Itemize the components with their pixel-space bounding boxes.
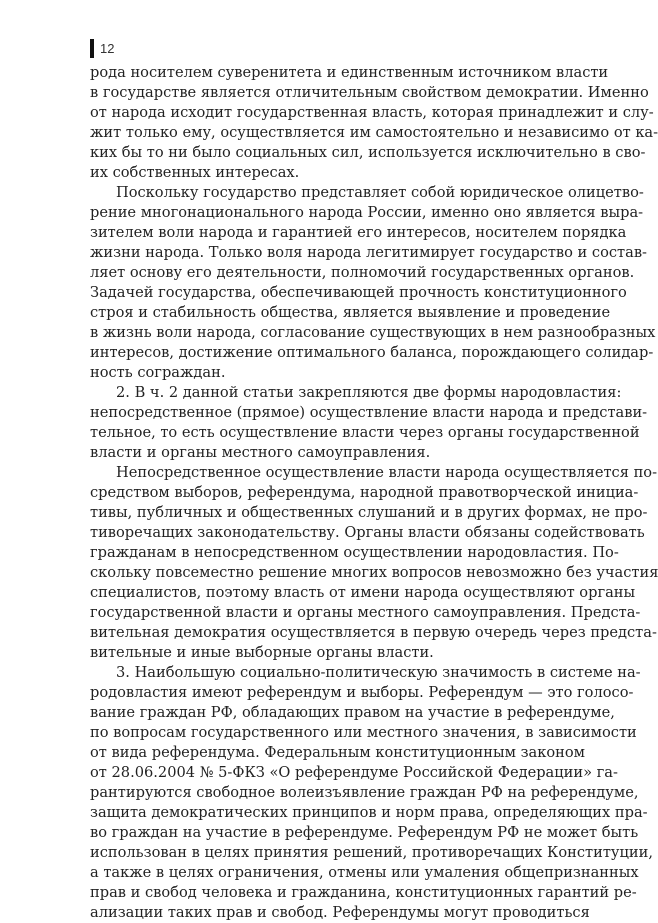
text-line: ких бы то ни было социальных сил, используется исключительно в сво- [90,144,646,161]
text-line: Поскольку государство представляет собой юридическое олицетво- [116,184,644,201]
text-line: 3. Наибольшую социально-политическую значимость в системе на- [116,664,641,681]
text-line: рода носителем суверенитета и единственным источником власти [90,64,609,81]
text-line: во граждан на участие в референдуме. Референдум РФ не может быть [90,824,639,841]
text-line: прав и свобод человека и гражданина, конституционных гарантий ре- [90,884,637,901]
text-line: тельное, то есть осуществление власти через органы государственной [90,424,640,441]
text-line: зителем воли народа и гарантией его интересов, носителем порядка [90,224,627,241]
text-line: Задачей государства, обеспечивающей прочность конституционного [90,284,627,301]
text-line: в жизнь воли народа, согласование существующих в нем разнообразных [90,324,656,341]
text-line: вание граждан РФ, обладающих правом на участие в референдуме, [90,704,615,721]
body-text [90,63,658,923]
paragraph [90,383,648,463]
paragraph [90,463,658,663]
page-number: 12 [100,40,115,56]
text-line: интересов, достижение оптимального баланса, порождающего солидар- [90,344,654,361]
text-line: специалистов, поэтому власть от имени народа осуществляют органы [90,584,636,601]
text-line: а также в целях ограничения, отмены или умаления общепризнанных [90,864,639,881]
text-line: их собственных интересах. [90,164,300,181]
text-line: от 28.06.2004 № 5-ФКЗ «О референдуме Российской Федерации» га- [90,764,618,781]
text-line: скольку повсеместно решение многих вопросов невозможно без участия [90,564,658,581]
text-line: строя и стабильность общества, является выявление и проведение [90,304,611,321]
text-line: от народа исходит государственная власть, которая принадлежит и слу- [90,104,654,121]
text-line: гражданам в непосредственном осуществлении народовластия. По- [90,544,619,561]
text-line: власти и органы местного самоуправления. [90,444,431,461]
text-line: 2. В ч. 2 данной статьи закрепляются две формы народовластия: [116,384,622,401]
text-line: ность сограждан. [90,364,226,381]
text-line: Непосредственное осуществление власти народа осуществляется по- [116,464,658,481]
text-line: средством выборов, референдума, народной правотворческой инициа- [90,484,639,501]
text-line: в государстве является отличительным свойством демократии. Именно [90,84,649,101]
text-line: вительные и иные выборные органы власти. [90,644,434,661]
paragraph [90,663,653,923]
text-line: жит только ему, осуществляется им самостоятельно и независимо от ка- [90,124,658,141]
paragraph [90,183,656,383]
text-line: ализации таких прав и свобод. Референдумы могут проводиться [90,904,590,921]
text-line: государственной власти и органы местного самоуправления. Предста- [90,604,641,621]
text-line: непосредственное (прямое) осуществление власти народа и представи- [90,404,648,421]
text-line: тиворечащих законодательству. Органы власти обязаны содействовать [90,524,645,541]
text-line: от вида референдума. Федеральным конституционным законом [90,744,586,761]
text-line: жизни народа. Только воля народа легитимирует государство и состав- [90,244,647,261]
text-line: по вопросам государственного или местного значения, в зависимости [90,724,637,741]
page-header [90,38,114,58]
text-line: тивы, публичных и общественных слушаний и в других формах, не про- [90,504,648,521]
text-line: ляет основу его деятельности, полномочий государственных органов. [90,264,635,281]
text-line: рантируются свободное волеизъявление граждан РФ на референдуме, [90,784,639,801]
text-line: родовластия имеют референдум и выборы. Референдум — это голосо- [90,684,634,701]
text-line: использован в целях принятия решений, противоречащих Конституции, [90,844,653,861]
text-line: защита демократических принципов и норм права, определяющих пра- [90,804,648,821]
text-line: рение многонационального народа России, именно оно является выра- [90,204,644,221]
paragraph [90,63,658,183]
text-line: вительная демократия осуществляется в первую очередь через предста- [90,624,657,641]
page-number-marker [90,39,94,58]
